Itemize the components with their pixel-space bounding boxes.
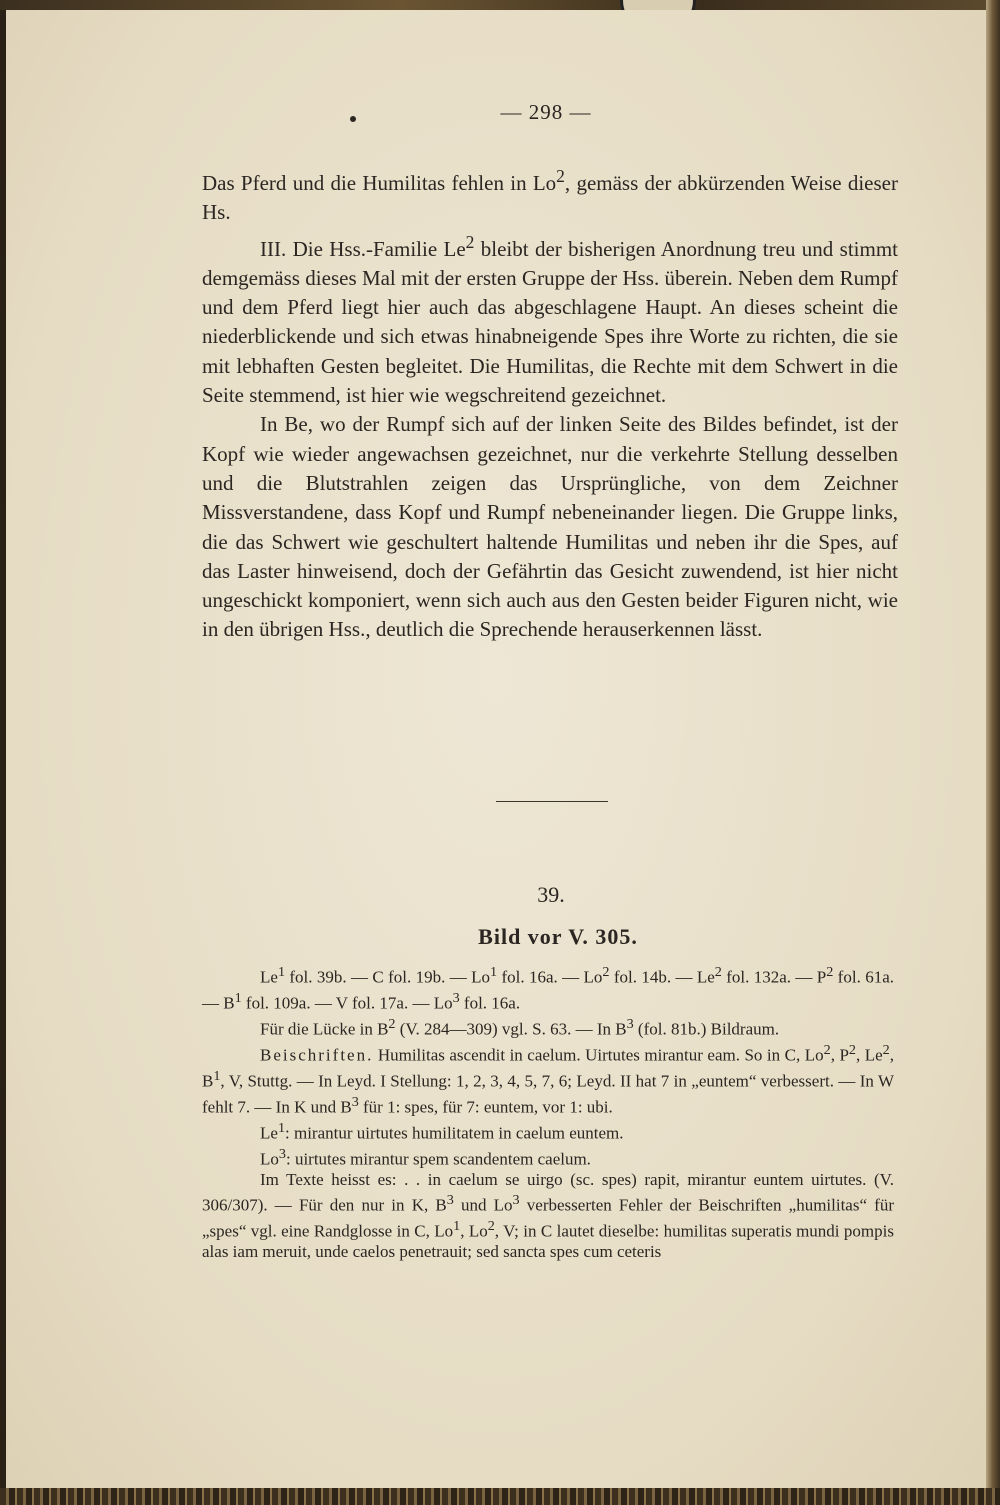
note-lo3: Lo$^3$: uirtutes mirantur spem scandentem caelum. xyxy=(260,1145,591,1169)
note-inscriptions: Beischriften. Humilitas ascendit in caelum. Uirtutes mirantur eam. So in C, Lo$^2$, $P^2$, Le$^2$, $B^1$, V, Stuttg. — In Leyd. I Stellung: 1, 2, 3, 4, 5, 7, 6; Leyd. II hat 7 in „euntem“ verbessert. — In W fehlt 7. — In K und $B^3$ für 1: spes, für 7: euntem, vor 1: ubi. xyxy=(202,1041,894,1117)
note-lacuna: Für die Lücke in $B^2$ (V. 284—309) vgl. S. 63. — In $B^3$ (fol. 81b.) Bildraum. xyxy=(260,1015,780,1039)
main-text xyxy=(202,162,898,645)
book-spine xyxy=(986,0,1000,1505)
book-edge-bottom xyxy=(0,1488,1000,1505)
paragraph-3: In Be, wo der Rumpf sich auf der linken Seite des Bildes befindet, ist der Kopf wie wieder angewachsen gezeichnet, nur die verkehrte Stellung desselben und die Blutstrahlen zeigen das Ursprüngliche, von dem Zeichner Missverstandene, dass Kopf und Rumpf nebeneinander liegen. Die Gruppe links, die das Schwert wie geschultert haltende Humilitas und neben ihr die Spes, auf das Laster hinweisend, doch der Gefährtin das Gesicht zuwendend, ist hier nicht ungeschickt komponiert, wenn sich auch aus den Gesten beider Figuren nicht, wie in den übrigen Hss., deutlich die Sprechende herauserkennen lässt. xyxy=(202,412,898,642)
footnotes xyxy=(202,962,894,1262)
note-folios: Le$^1$ fol. 39b. — C fol. 19b. — Lo$^1$ fol. 16a. — Lo$^2$ fol. 14b. — Le$^2$ fol. 132a. — $P^2$ fol. 61a. — $B^1$ fol. 109a. — V fol. 17a. — Lo$^3$ fol. 16a. xyxy=(202,964,894,1013)
section-divider xyxy=(496,801,608,802)
book-edge-top xyxy=(0,0,1000,10)
note-le1: Le$^1$: mirantur uirtutes humilitatem in caelum euntem. xyxy=(260,1119,624,1143)
paragraph-1: Das Pferd und die Humilitas fehlen in Lo$^2$, gemäss der abkürzenden Weise dieser Hs. xyxy=(202,166,898,225)
note-text-reference: Im Texte heisst es: . . in caelum se uirgo (sc. spes) rapit, mirantur euntem uirtutes. (V. 306/307). — Für den nur in K, $B^3$ und Lo$^3$ verbesserten Fehler der Beischriften „humilitas“ für „spes“ vgl. eine Randglosse in C, Lo$^1$, Lo$^2$, V; in C lautet dieselbe: humilitas superatis mundi pompis alas iam meruit, unde caelos penetrauit; sed sancta spes cum ceteris xyxy=(202,1169,895,1261)
book-page xyxy=(6,10,986,1488)
page-number: — 298 — xyxy=(500,100,592,124)
section-title: Bild vor V. 305. xyxy=(478,924,638,949)
paragraph-2: III. Die Hss.-Familie Le$^2$ bleibt der bisherigen Anordnung treu und stimmt demgemäss dieses Mal mit der ersten Gruppe der Hss. überein. Neben dem Rumpf und dem Pferd liegt hier auch das abgeschlagene Haupt. An dieses scheint die niederblickende und sich etwas hinabneigende Spes ihre Worte zu richten, die sie mit lebhaften Gesten begleitet. Die Humilitas, die Rechte mit dem Schwert in die Seite stemmend, ist hier wie wegschreitend gezeichnet. xyxy=(202,231,898,408)
section-number: 39. xyxy=(537,882,565,907)
